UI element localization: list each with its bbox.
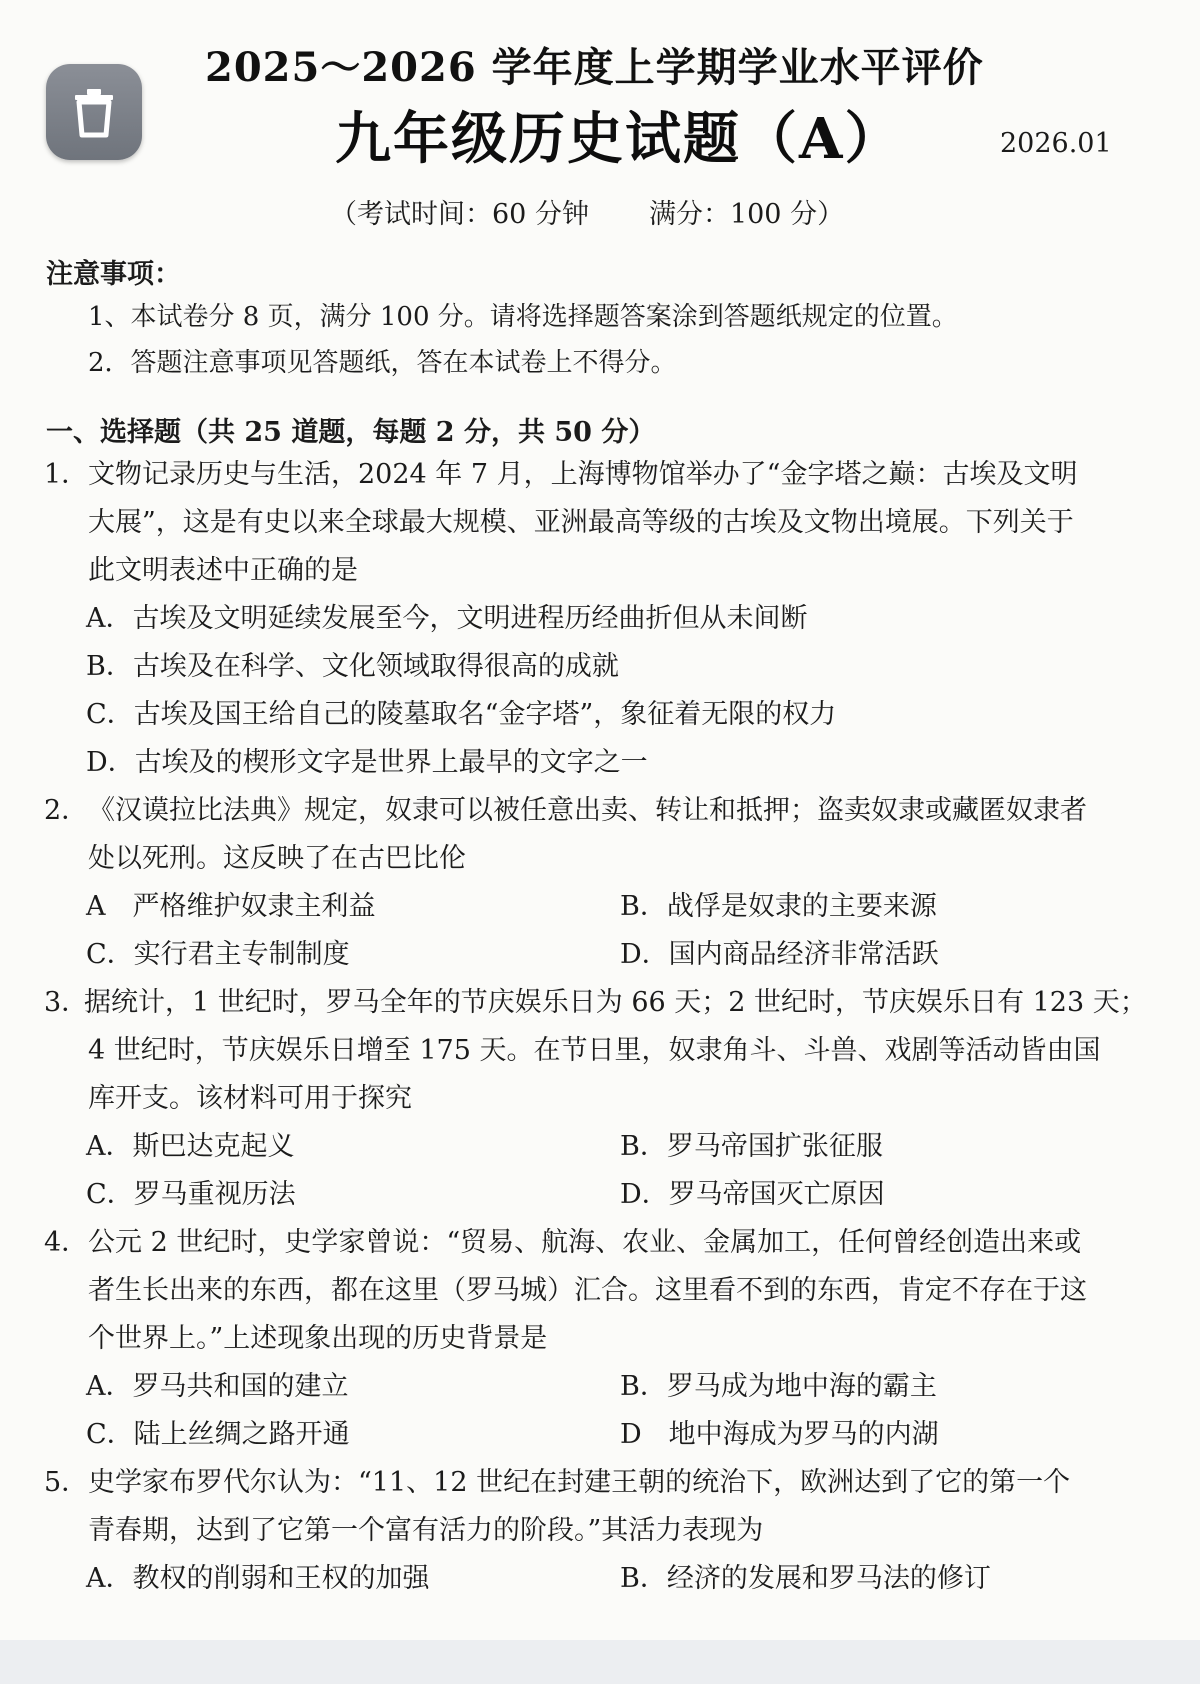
question-text: 4 世纪时，节庆娱乐日增至 175 天。在节日里，奴隶角斗、斗兽、戏剧等活动皆由国 — [88, 1035, 1101, 1066]
exam-title-line2: 九年级历史试题（A） — [335, 106, 903, 172]
option-b: B．罗马成为地中海的霸主 — [620, 1371, 937, 1402]
option-d: D．罗马帝国灭亡原因 — [620, 1179, 885, 1210]
option-a: A 严格维护奴隶主利益 — [86, 891, 376, 922]
option-b: B．罗马帝国扩张征服 — [620, 1131, 883, 1162]
question-text: 文物记录历史与生活，2024 年 7 月，上海博物馆举办了“金字塔之巅：古埃及文明 — [88, 459, 1078, 490]
exam-meta — [330, 192, 844, 231]
notice-item: 1、本试卷分 8 页，满分 100 分。请将选择题答案涂到答题纸规定的位置。 — [88, 302, 958, 332]
question-text: 处以死刑。这反映了在古巴比伦 — [88, 843, 466, 874]
exam-title-line1: 2025～2026 学年度上学期学业水平评价 — [205, 44, 984, 91]
option-c: C．实行君主专制制度 — [86, 939, 350, 970]
option-c: C．陆上丝绸之路开通 — [86, 1419, 350, 1450]
question-number: 5． — [44, 1467, 89, 1498]
question-text: 《汉谟拉比法典》规定，奴隶可以被任意出卖、转让和抵押；盗卖奴隶或藏匿奴隶者 — [88, 795, 1087, 826]
question-text: 者生长出来的东西，都在这里（罗马城）汇合。这里看不到的东西，肯定不存在于这 — [88, 1275, 1087, 1306]
question-text: 据统计，1 世纪时，罗马全年的节庆娱乐日为 66 天；2 世纪时，节庆娱乐日有 123 天； — [84, 987, 1147, 1018]
question-text: 此文明表述中正确的是 — [88, 555, 358, 586]
question-number: 1． — [44, 459, 89, 490]
bottom-bar — [0, 1640, 1200, 1684]
exam-date: 2026.01 — [1000, 128, 1112, 159]
question-text: 大展”，这是有史以来全球最大规模、亚洲最高等级的古埃及文物出境展。下列关于 — [88, 507, 1074, 538]
option-d: D 地中海成为罗马的内湖 — [620, 1419, 939, 1450]
question-text: 个世界上。”上述现象出现的历史背景是 — [88, 1323, 548, 1354]
option-b: B．战俘是奴隶的主要来源 — [620, 891, 937, 922]
option-d: D．古埃及的楔形文字是世界上最早的文字之一 — [86, 747, 648, 778]
option-a: A．罗马共和国的建立 — [86, 1371, 349, 1402]
option-b: B．经济的发展和罗马法的修订 — [620, 1563, 991, 1594]
delete-button[interactable] — [46, 64, 142, 160]
option-b: B．古埃及在科学、文化领域取得很高的成就 — [86, 651, 619, 682]
option-c: C．罗马重视历法 — [86, 1179, 296, 1210]
notice-heading: 注意事项： — [46, 259, 181, 290]
question-number: 3． — [44, 987, 89, 1018]
option-a: A．教权的削弱和王权的加强 — [86, 1563, 430, 1594]
exam-time: （考试时间：60 分钟 — [330, 199, 589, 230]
option-a: A．古埃及文明延续发展至今，文明进程历经曲折但从未间断 — [86, 603, 808, 634]
option-d: D．国内商品经济非常活跃 — [620, 939, 939, 970]
question-text: 公元 2 世纪时，史学家曾说：“贸易、航海、农业、金属加工，任何曾经创造出来或 — [88, 1227, 1082, 1258]
question-text: 青春期，达到了它第一个富有活力的阶段。”其活力表现为 — [88, 1515, 764, 1546]
option-a: A．斯巴达克起义 — [86, 1131, 295, 1162]
full-score: 满分：100 分） — [648, 199, 845, 230]
question-text: 史学家布罗代尔认为：“11、12 世纪在封建王朝的统治下，欧洲达到了它的第一个 — [88, 1467, 1071, 1498]
section-title: 一、选择题（共 25 道题，每题 2 分，共 50 分） — [46, 417, 656, 448]
trash-icon — [65, 83, 123, 141]
question-text: 库开支。该材料可用于探究 — [88, 1083, 412, 1114]
question-number: 4． — [44, 1227, 89, 1258]
notice-item: 2．答题注意事项见答题纸，答在本试卷上不得分。 — [88, 348, 677, 378]
option-c: C．古埃及国王给自己的陵墓取名“金字塔”，象征着无限的权力 — [86, 699, 837, 730]
question-number: 2． — [44, 795, 89, 826]
